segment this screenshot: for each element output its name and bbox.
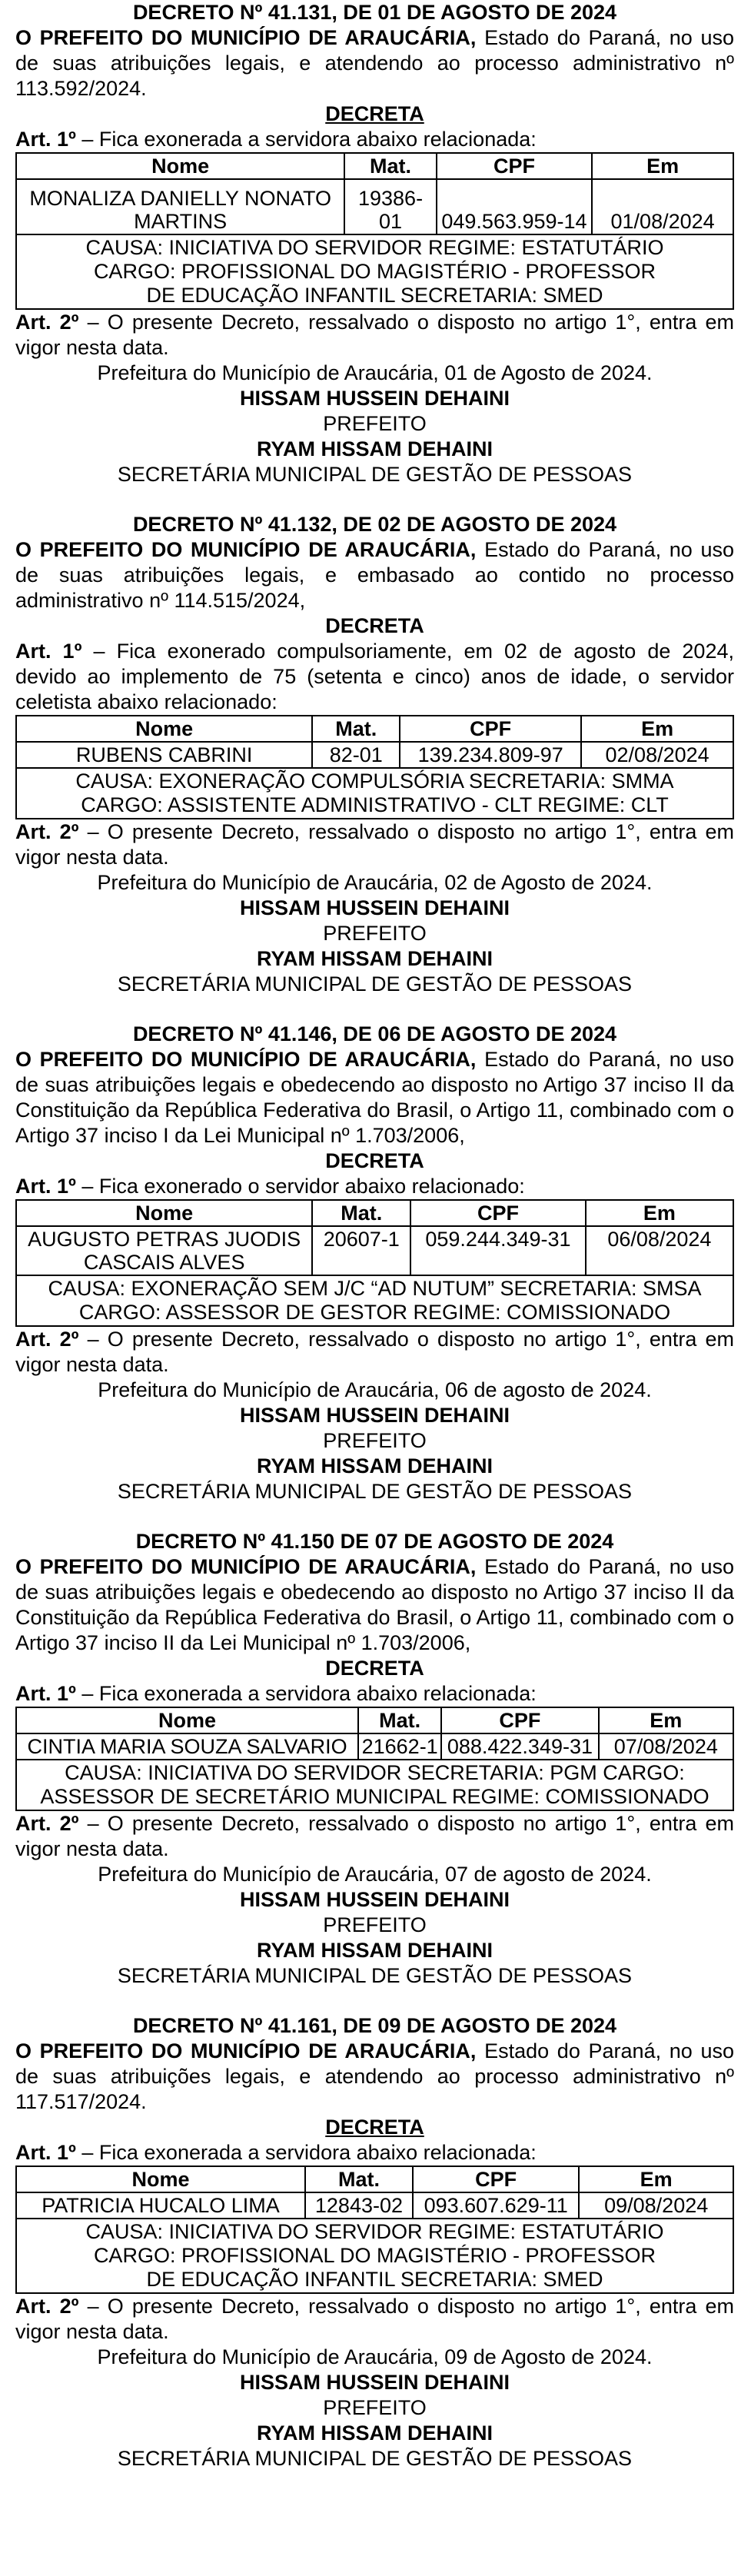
cell-cpf: 059.244.349-31 xyxy=(410,1226,586,1275)
header-nome: Nome xyxy=(16,153,344,179)
decreta-heading: DECRETA xyxy=(325,2116,424,2139)
preamble-text: Estado do Paraná, no uso de suas atribuições legais, e embasado ao contido no processo administrativo nº 114.515/2024, xyxy=(15,538,734,612)
header-nome: Nome xyxy=(16,716,312,742)
cause-line: DE EDUCAÇÃO INFANTIL SECRETARIA: SMED xyxy=(146,2268,603,2291)
cause-line: CAUSA: INICIATIVA DO SERVIDOR REGIME: ESTATUTÁRIO xyxy=(85,236,664,259)
cell-mat: 20607-1 xyxy=(312,1226,410,1275)
cell-cpf: 093.607.629-11 xyxy=(413,2192,579,2219)
signer-secretary-role: SECRETÁRIA MUNICIPAL DE GESTÃO DE PESSOAS xyxy=(117,1480,633,1503)
header-mat: Mat. xyxy=(358,1707,441,1733)
header-cpf: CPF xyxy=(410,1200,586,1226)
header-mat: Mat. xyxy=(312,716,400,742)
table-header-row xyxy=(16,2166,733,2192)
place-date: Prefeitura do Município de Araucária, 06 de agosto de 2024. xyxy=(98,1378,652,1401)
cell-em: 09/08/2024 xyxy=(579,2192,733,2219)
decree-preamble xyxy=(15,1047,734,1148)
decree-title: DECRETO Nº 41.146, DE 06 DE AGOSTO DE 2024 xyxy=(132,1022,617,1045)
article-1 xyxy=(15,639,734,715)
cause-cell xyxy=(16,234,733,309)
cell-em: 06/08/2024 xyxy=(586,1226,733,1275)
table-header-row xyxy=(16,716,733,742)
preamble-mayor: O PREFEITO DO MUNICÍPIO DE ARAUCÁRIA, xyxy=(15,2039,477,2062)
signer-mayor: HISSAM HUSSEIN DEHAINI xyxy=(239,1404,510,1427)
signer-mayor-role: PREFEITO xyxy=(323,2396,427,2419)
article-1-text: – Fica exonerada a servidora abaixo relacionada: xyxy=(75,2141,537,2164)
table-row xyxy=(16,179,733,234)
article-1 xyxy=(15,127,734,152)
signer-secretary-role: SECRETÁRIA MUNICIPAL DE GESTÃO DE PESSOAS xyxy=(117,2447,633,2470)
header-mat: Mat. xyxy=(305,2166,413,2192)
cell-nome: AUGUSTO PETRAS JUODIS CASCAIS ALVES xyxy=(16,1226,312,1275)
decree-41131 xyxy=(15,0,734,487)
cell-mat: 21662-1 xyxy=(358,1733,441,1760)
decree-preamble xyxy=(15,2039,734,2115)
header-cpf: CPF xyxy=(437,153,592,179)
article-1-label: Art. 1º xyxy=(15,640,82,663)
header-cpf: CPF xyxy=(400,716,581,742)
article-1 xyxy=(15,2140,734,2166)
servant-table xyxy=(15,1707,734,1811)
header-nome: Nome xyxy=(16,1200,312,1226)
cause-cell xyxy=(16,1275,733,1326)
article-2-label: Art. 2º xyxy=(15,2295,79,2318)
signer-mayor-role: PREFEITO xyxy=(323,922,427,945)
signer-secretary-role: SECRETÁRIA MUNICIPAL DE GESTÃO DE PESSOAS xyxy=(117,972,633,995)
signer-secretary: RYAM HISSAM DEHAINI xyxy=(256,437,493,460)
decree-preamble xyxy=(15,25,734,101)
header-em: Em xyxy=(599,1707,733,1733)
cause-line: ASSESSOR DE SECRETÁRIO MUNICIPAL REGIME: COMISSIONADO xyxy=(40,1785,709,1808)
decree-41146 xyxy=(15,1022,734,1504)
cell-cpf: 088.422.349-31 xyxy=(441,1733,598,1760)
article-1-text: – Fica exonerada a servidora abaixo relacionada: xyxy=(75,1682,537,1705)
article-2-text: – O presente Decreto, ressalvado o disposto no artigo 1°, entra em vigor nesta data. xyxy=(15,311,734,359)
preamble-mayor: O PREFEITO DO MUNICÍPIO DE ARAUCÁRIA, xyxy=(15,1048,477,1071)
cause-line: CARGO: PROFISSIONAL DO MAGISTÉRIO - PROFESSOR xyxy=(93,260,656,283)
cause-cell xyxy=(16,768,733,819)
article-1-label: Art. 1º xyxy=(15,1175,76,1198)
decreta-heading: DECRETA xyxy=(325,1657,424,1680)
article-2 xyxy=(15,2294,734,2345)
cause-line: CARGO: ASSESSOR DE GESTOR REGIME: COMISSIONADO xyxy=(78,1301,671,1324)
article-2-text: – O presente Decreto, ressalvado o disposto no artigo 1°, entra em vigor nesta data. xyxy=(15,2295,734,2343)
cause-row xyxy=(16,234,733,309)
servant-table xyxy=(15,715,734,819)
table-row xyxy=(16,1226,733,1275)
preamble-text: Estado do Paraná, no uso de suas atribuições legais, e atendendo ao processo administrativo nº 117.517/2024. xyxy=(15,2039,734,2113)
cell-nome: CINTIA MARIA SOUZA SALVARIO xyxy=(16,1733,358,1760)
cause-cell xyxy=(16,1760,733,1810)
decree-41161 xyxy=(15,2013,734,2471)
decree-title: DECRETO Nº 41.132, DE 02 DE AGOSTO DE 2024 xyxy=(132,513,617,536)
cause-line: CAUSA: INICIATIVA DO SERVIDOR SECRETARIA: PGM CARGO: xyxy=(65,1761,685,1784)
article-1 xyxy=(15,1681,734,1707)
servant-table xyxy=(15,152,734,310)
cause-row xyxy=(16,1760,733,1810)
signer-mayor: HISSAM HUSSEIN DEHAINI xyxy=(239,1888,510,1911)
article-2-text: – O presente Decreto, ressalvado o disposto no artigo 1°, entra em vigor nesta data. xyxy=(15,1328,734,1376)
signer-mayor-role: PREFEITO xyxy=(323,1429,427,1452)
cell-mat: 12843-02 xyxy=(305,2192,413,2219)
preamble-mayor: O PREFEITO DO MUNICÍPIO DE ARAUCÁRIA, xyxy=(15,538,477,561)
article-2-label: Art. 2º xyxy=(15,1328,79,1351)
servant-table xyxy=(15,2166,734,2294)
cause-line: CARGO: PROFISSIONAL DO MAGISTÉRIO - PROFESSOR xyxy=(93,2244,656,2267)
article-2 xyxy=(15,819,734,870)
table-row xyxy=(16,1733,733,1760)
article-1-label: Art. 1º xyxy=(15,2141,76,2164)
cause-row xyxy=(16,768,733,819)
header-em: Em xyxy=(579,2166,733,2192)
decree-41150 xyxy=(15,1529,734,1989)
header-cpf: CPF xyxy=(441,1707,598,1733)
preamble-mayor: O PREFEITO DO MUNICÍPIO DE ARAUCÁRIA, xyxy=(15,26,477,49)
cell-mat: 82-01 xyxy=(312,742,400,768)
header-em: Em xyxy=(592,153,733,179)
cause-line: CARGO: ASSISTENTE ADMINISTRATIVO - CLT REGIME: CLT xyxy=(81,793,669,816)
signer-secretary: RYAM HISSAM DEHAINI xyxy=(256,1939,493,1962)
cell-em: 07/08/2024 xyxy=(599,1733,733,1760)
decree-preamble xyxy=(15,1554,734,1656)
cause-row xyxy=(16,2219,733,2293)
decree-title: DECRETO Nº 41.150 DE 07 DE AGOSTO DE 2024 xyxy=(135,1530,614,1553)
preamble-text: Estado do Paraná, no uso de suas atribuições legais e obedecendo ao disposto no Artigo 37 inciso II da Constituição da República Federativa do Brasil, o Artigo 11, combinado com o Artigo 37 inciso I da Lei Municipal nº 1.703/2006, xyxy=(15,1048,734,1147)
signer-mayor-role: PREFEITO xyxy=(323,412,427,435)
signer-mayor: HISSAM HUSSEIN DEHAINI xyxy=(239,896,510,919)
cell-em: 01/08/2024 xyxy=(592,179,733,234)
cell-cpf: 049.563.959-14 xyxy=(437,179,592,234)
article-1 xyxy=(15,1174,734,1199)
signer-secretary: RYAM HISSAM DEHAINI xyxy=(256,947,493,970)
cause-cell xyxy=(16,2219,733,2293)
decree-41132 xyxy=(15,512,734,997)
preamble-text: Estado do Paraná, no uso de suas atribuições legais e obedecendo ao disposto no Artigo 37 inciso II da Constituição da República Federativa do Brasil, o Artigo 11, combinado com o Artigo 37 inciso II da Lei Municipal nº 1.703/2006, xyxy=(15,1555,734,1654)
cell-nome: RUBENS CABRINI xyxy=(16,742,312,768)
header-cpf: CPF xyxy=(413,2166,579,2192)
article-2 xyxy=(15,310,734,361)
header-mat: Mat. xyxy=(312,1200,410,1226)
cause-row xyxy=(16,1275,733,1326)
cause-line: CAUSA: EXONERAÇÃO SEM J/C “AD NUTUM” SECRETARIA: SMSA xyxy=(48,1277,702,1300)
signer-mayor-role: PREFEITO xyxy=(323,1913,427,1936)
decree-title: DECRETO Nº 41.131, DE 01 DE AGOSTO DE 2024 xyxy=(132,1,617,24)
article-2-label: Art. 2º xyxy=(15,1812,79,1835)
header-nome: Nome xyxy=(16,1707,358,1733)
signer-mayor: HISSAM HUSSEIN DEHAINI xyxy=(239,2371,510,2394)
table-header-row xyxy=(16,153,733,179)
article-2-label: Art. 2º xyxy=(15,311,79,334)
preamble-text: Estado do Paraná, no uso de suas atribuições legais, e atendendo ao processo administrativo nº 113.592/2024. xyxy=(15,26,734,100)
article-1-label: Art. 1º xyxy=(15,1682,76,1705)
signer-secretary: RYAM HISSAM DEHAINI xyxy=(256,2421,493,2445)
cell-mat: 19386-01 xyxy=(344,179,436,234)
header-em: Em xyxy=(586,1200,733,1226)
article-2-text: – O presente Decreto, ressalvado o disposto no artigo 1°, entra em vigor nesta data. xyxy=(15,1812,734,1860)
place-date: Prefeitura do Município de Araucária, 02 de Agosto de 2024. xyxy=(97,871,653,894)
decreta-heading: DECRETA xyxy=(325,102,424,125)
table-row xyxy=(16,2192,733,2219)
signer-secretary-role: SECRETÁRIA MUNICIPAL DE GESTÃO DE PESSOAS xyxy=(117,1964,633,1987)
article-1-label: Art. 1º xyxy=(15,128,76,151)
cause-line: DE EDUCAÇÃO INFANTIL SECRETARIA: SMED xyxy=(146,284,603,307)
header-nome: Nome xyxy=(16,2166,305,2192)
decree-preamble xyxy=(15,537,734,613)
preamble-mayor: O PREFEITO DO MUNICÍPIO DE ARAUCÁRIA, xyxy=(15,1555,477,1578)
article-1-text: – Fica exonerada a servidora abaixo relacionada: xyxy=(75,128,537,151)
cell-cpf: 139.234.809-97 xyxy=(400,742,581,768)
signer-secretary: RYAM HISSAM DEHAINI xyxy=(256,1454,493,1477)
decree-title: DECRETO Nº 41.161, DE 09 DE AGOSTO DE 2024 xyxy=(132,2014,617,2037)
signer-secretary-role: SECRETÁRIA MUNICIPAL DE GESTÃO DE PESSOAS xyxy=(117,463,633,486)
signer-mayor: HISSAM HUSSEIN DEHAINI xyxy=(239,387,510,410)
article-2-label: Art. 2º xyxy=(15,820,79,843)
cause-line: CAUSA: INICIATIVA DO SERVIDOR REGIME: ESTATUTÁRIO xyxy=(85,2220,664,2243)
servant-table xyxy=(15,1199,734,1327)
article-1-text: – Fica exonerado compulsoriamente, em 02 de agosto de 2024, devido ao implemento de 75 (setenta e cinco) anos de idade, o servidor celetista abaixo relacionado: xyxy=(15,640,734,713)
place-date: Prefeitura do Município de Araucária, 01 de Agosto de 2024. xyxy=(97,361,653,384)
header-mat: Mat. xyxy=(344,153,436,179)
table-header-row xyxy=(16,1707,733,1733)
article-2-text: – O presente Decreto, ressalvado o disposto no artigo 1°, entra em vigor nesta data. xyxy=(15,820,734,869)
article-2 xyxy=(15,1811,734,1862)
place-date: Prefeitura do Município de Araucária, 07 de agosto de 2024. xyxy=(98,1863,652,1886)
header-em: Em xyxy=(581,716,733,742)
place-date: Prefeitura do Município de Araucária, 09 de Agosto de 2024. xyxy=(97,2345,653,2368)
table-header-row xyxy=(16,1200,733,1226)
table-row xyxy=(16,742,733,768)
cell-nome: MONALIZA DANIELLY NONATO MARTINS xyxy=(16,179,344,234)
decreta-heading: DECRETA xyxy=(325,614,424,637)
decreta-heading: DECRETA xyxy=(325,1149,424,1172)
cell-nome: PATRICIA HUCALO LIMA xyxy=(16,2192,305,2219)
article-2 xyxy=(15,1327,734,1378)
cell-em: 02/08/2024 xyxy=(581,742,733,768)
article-1-text: – Fica exonerado o servidor abaixo relacionado: xyxy=(75,1175,525,1198)
cause-line: CAUSA: EXONERAÇÃO COMPULSÓRIA SECRETARIA: SMMA xyxy=(75,769,674,793)
